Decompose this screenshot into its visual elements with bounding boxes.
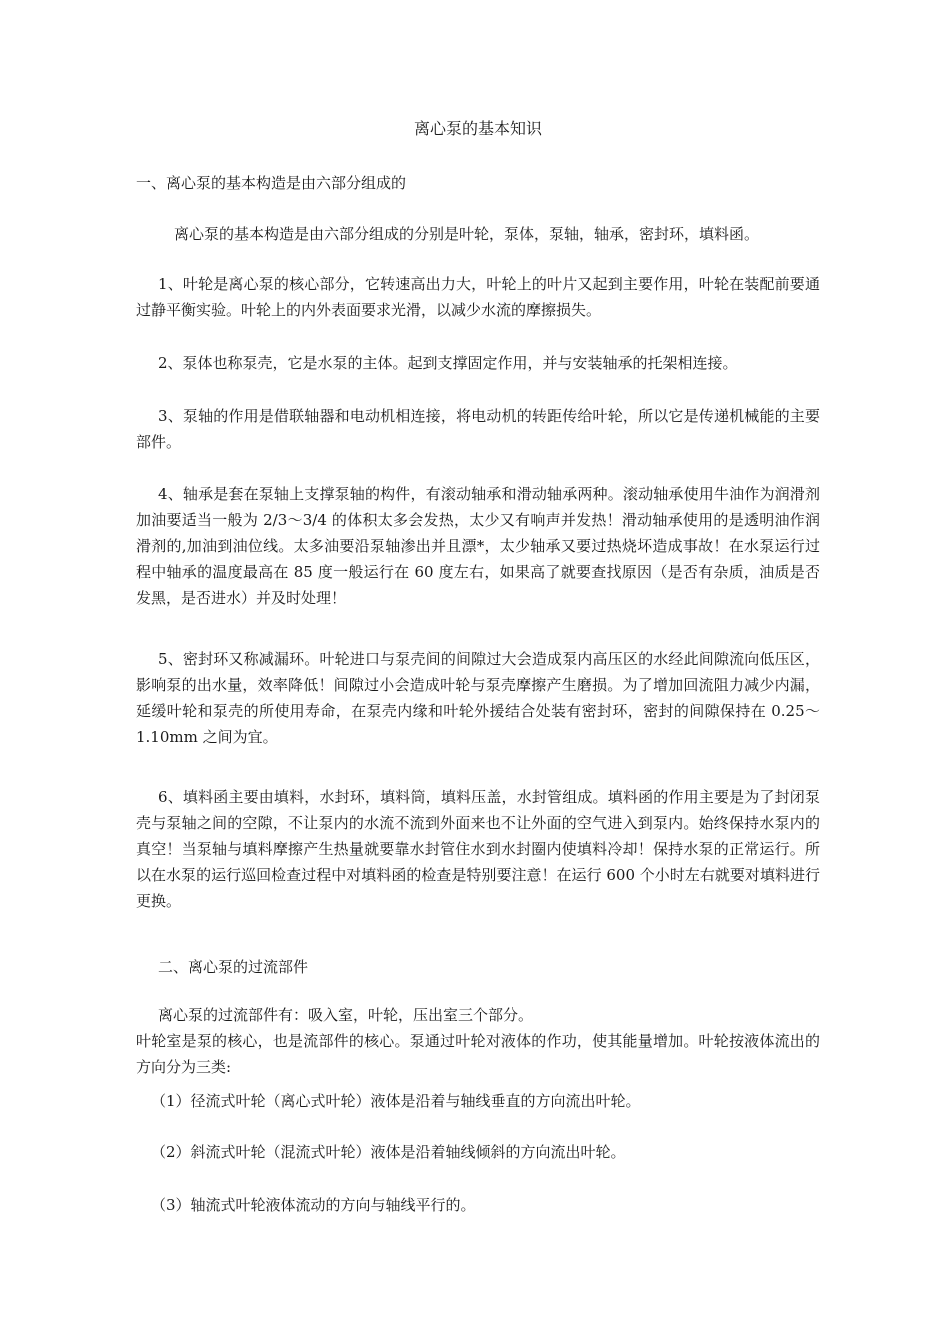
section-2-paragraph: 叶轮室是泵的核心，也是流部件的核心。泵通过叶轮对液体的作功，使其能量增加。叶轮按液体流出的方向分为三类: bbox=[136, 1032, 820, 1076]
paragraph-pump-shaft: 3、泵轴的作用是借联轴器和电动机相连接，将电动机的转距传给叶轮，所以它是传递机械能的主要部件。 bbox=[136, 407, 820, 451]
impeller-type-radial: （1）径流式叶轮（离心式叶轮）液体是沿着与轴线垂直的方向流出叶轮。 bbox=[151, 1092, 641, 1110]
paragraph-pump-body: 2、泵体也称泵壳，它是水泵的主体。起到支撑固定作用，并与安装轴承的托架相连接。 bbox=[158, 354, 738, 372]
impeller-type-axial: （3）轴流式叶轮液体流动的方向与轴线平行的。 bbox=[151, 1196, 476, 1214]
document-title: 离心泵的基本知识 bbox=[413, 119, 542, 138]
paragraph-bearing: 4、轴承是套在泵轴上支撑泵轴的构件，有滚动轴承和滑动轴承两种。滚动轴承使用牛油作为润滑剂加油要适当一般为 2/3～3/4 的体积太多会发热，太少又有响声并发热！滑动轴承使用的是透明油作润滑剂的,加油到油位线。太多油要沿泵轴渗出并且漂*，太少轴承又要过热烧坏造成事故！在水泵运行过程中轴承的温度最高在 85 度一般运行在 60 度左右，如果高了就要查找原因（是否有杂质，油质是否发黑，是否进水）并及时处理！ bbox=[136, 485, 820, 607]
section-2-heading: 二、离心泵的过流部件 bbox=[158, 958, 309, 976]
section-2-intro: 离心泵的过流部件有：吸入室，叶轮，压出室三个部分。 bbox=[158, 1006, 534, 1024]
paragraph-impeller: 1、叶轮是离心泵的核心部分，它转速高出力大，叶轮上的叶片又起到主要作用，叶轮在装配前要通过静平衡实验。叶轮上的内外表面要求光滑，以减少水流的摩擦损失。 bbox=[136, 275, 820, 319]
paragraph-stuffing-box: 6、填料函主要由填料，水封环，填料筒，填料压盖，水封管组成。填料函的作用主要是为了封闭泵壳与泵轴之间的空隙，不让泵内的水流不流到外面来也不让外面的空气进入到泵内。始终保持水泵内的真空！当泵轴与填料摩擦产生热量就要靠水封管住水到水封圈内使填料冷却！保持水泵的正常运行。所以在水泵的运行巡回检查过程中对填料函的检查是特别要注意！在运行 600 个小时左右就要对填料进行更换。 bbox=[136, 788, 820, 910]
section-1-heading: 一、离心泵的基本构造是由六部分组成的 bbox=[136, 174, 407, 192]
section-1-intro: 离心泵的基本构造是由六部分组成的分别是叶轮，泵体，泵轴，轴承，密封环，填料函。 bbox=[174, 225, 760, 243]
impeller-type-mixed: （2）斜流式叶轮（混流式叶轮）液体是沿着轴线倾斜的方向流出叶轮。 bbox=[151, 1143, 626, 1161]
paragraph-seal-ring: 5、密封环又称减漏环。叶轮进口与泵壳间的间隙过大会造成泵内高压区的水经此间隙流向低压区，影响泵的出水量，效率降低！间隙过小会造成叶轮与泵壳摩擦产生磨损。为了增加回流阻力减少内漏，延缓叶轮和泵壳的所使用寿命，在泵壳内缘和叶轮外援结合处装有密封环，密封的间隙保持在 0.25～1.10mm 之间为宜。 bbox=[136, 650, 820, 746]
